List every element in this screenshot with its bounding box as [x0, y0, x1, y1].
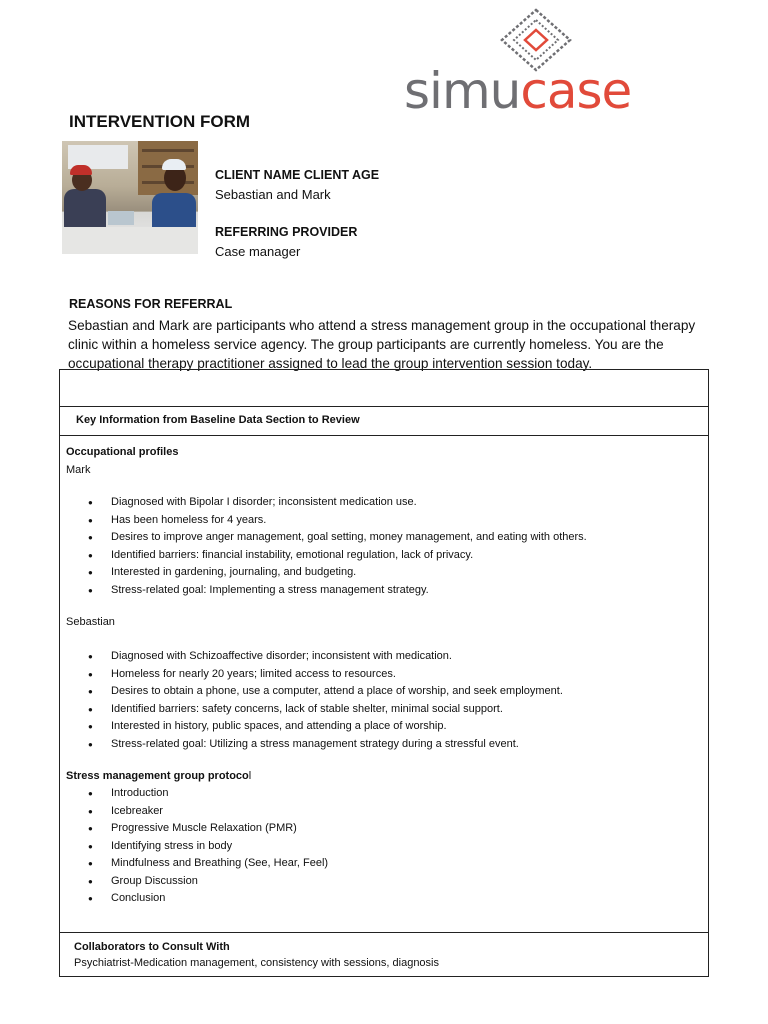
referring-provider-value: Case manager: [215, 244, 301, 259]
list-item: ● Identifying stress in body: [66, 838, 328, 856]
profile-name-mark: Mark: [66, 463, 91, 476]
key-info-title: Key Information from Baseline Data Section to Review: [76, 414, 360, 426]
simucase-logo: [404, 8, 672, 120]
list-item: ● Diagnosed with Bipolar I disorder; inconsistent medication use.: [66, 494, 587, 512]
sebastian-profile-list: [66, 648, 563, 753]
list-item: ● Homeless for nearly 20 years; limited access to resources.: [66, 666, 563, 684]
referring-provider-block: [215, 223, 357, 261]
list-item: ● Icebreaker: [66, 803, 328, 821]
list-item: ● Stress-related goal: Implementing a stress management strategy.: [66, 582, 587, 600]
reasons-text: Sebastian and Mark are participants who attend a stress management group in the occupational therapy clinic within a homeless service agency. The group participants are currently homeless. You are the occupational therapy practitioner assigned to lead the group intervention session today.: [68, 318, 696, 371]
list-item: ● Conclusion: [66, 890, 328, 908]
referring-provider-label: REFERRING PROVIDER: [215, 225, 358, 239]
divider: [60, 932, 708, 933]
list-item: ● Has been homeless for 4 years.: [66, 512, 587, 530]
protocol-list: [66, 785, 328, 908]
client-photo: [62, 141, 198, 254]
collaborators-text: Psychiatrist-Medication management, consistency with sessions, diagnosis: [74, 957, 439, 969]
list-item: ● Interested in gardening, journaling, and budgeting.: [66, 564, 587, 582]
list-item: ● Desires to improve anger management, goal setting, money management, and eating with others.: [66, 529, 587, 547]
list-item: ● Desires to obtain a phone, use a computer, attend a place of worship, and seek employment.: [66, 683, 563, 701]
list-item: ● Introduction: [66, 785, 328, 803]
client-name-value: Sebastian and Mark: [215, 187, 331, 202]
list-item: ● Progressive Muscle Relaxation (PMR): [66, 820, 328, 838]
occupational-profiles-section: [66, 444, 178, 479]
list-item: ● Diagnosed with Schizoaffective disorder; inconsistent with medication.: [66, 648, 563, 666]
profile-name-sebastian: Sebastian: [66, 616, 115, 628]
mark-profile-list: [66, 494, 587, 599]
client-name-age-label: CLIENT NAME CLIENT AGE: [215, 168, 380, 182]
list-item: ● Stress-related goal: Utilizing a stress management strategy during a stressful event.: [66, 736, 563, 754]
reasons-title: REASONS FOR REFERRAL: [69, 297, 233, 311]
baseline-data-table: [59, 369, 709, 977]
occupational-profiles-title: Occupational profiles: [66, 446, 179, 458]
divider: [60, 435, 708, 436]
client-name-block: [215, 166, 379, 204]
form-title: INTERVENTION FORM: [69, 112, 251, 131]
protocol-title: Stress management group protocol: [66, 770, 252, 782]
collaborators-title: Collaborators to Consult With: [74, 941, 230, 953]
list-item: ● Interested in history, public spaces, and attending a place of worship.: [66, 718, 563, 736]
list-item: ● Identified barriers: financial instability, emotional regulation, lack of privacy.: [66, 547, 587, 565]
list-item: ● Group Discussion: [66, 873, 328, 891]
list-item: ● Identified barriers: safety concerns, lack of stable shelter, minimal social support.: [66, 701, 563, 719]
list-item: ● Mindfulness and Breathing (See, Hear, Feel): [66, 855, 328, 873]
logo-wordmark: simucase: [404, 62, 632, 120]
divider: [60, 406, 708, 407]
